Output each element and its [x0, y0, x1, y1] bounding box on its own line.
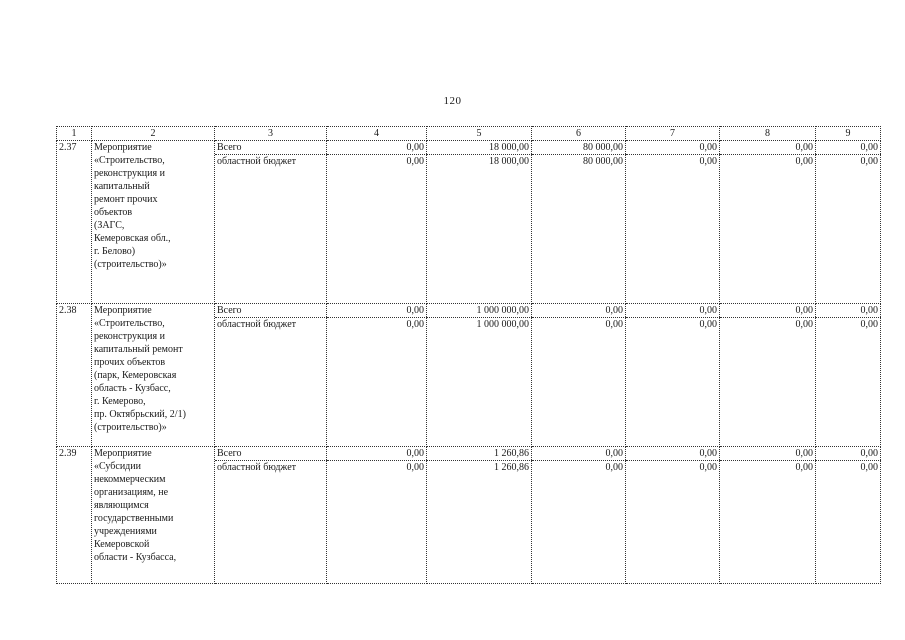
- value-cell: [816, 447, 881, 584]
- row-number: 2.37: [57, 141, 92, 304]
- value-total: 1 260,86: [427, 447, 532, 461]
- value-total: 0,00: [327, 447, 427, 461]
- activity-name-line: Мероприятие: [94, 142, 152, 153]
- value-cell: [427, 141, 532, 304]
- activity-name-line: (парк, Кемеровская: [94, 370, 177, 381]
- value-total: 0,00: [816, 141, 881, 155]
- header-cell: 6: [532, 127, 626, 141]
- activity-name-line: Мероприятие: [94, 305, 152, 316]
- activity-name-line: пр. Октябрьский, 2/1): [94, 409, 186, 420]
- activity-name-line: являющимся: [94, 500, 149, 511]
- source-regional-budget: областной бюджет: [217, 319, 297, 330]
- value-cell: [327, 447, 427, 584]
- value-regional-budget: 0,00: [406, 462, 424, 473]
- value-total: 0,00: [327, 304, 427, 318]
- value-regional-budget: 0,00: [795, 156, 813, 167]
- value-total: 0,00: [626, 141, 720, 155]
- value-total: 0,00: [532, 447, 626, 461]
- value-cell: [327, 141, 427, 304]
- value-total: 0,00: [327, 141, 427, 155]
- value-regional-budget: 0,00: [699, 156, 717, 167]
- activity-name-line: организациям, не: [94, 487, 169, 498]
- activity-name-line: некоммерческим: [94, 474, 166, 485]
- value-regional-budget: 1 000 000,00: [476, 319, 529, 330]
- activity-name-line: государственными: [94, 513, 174, 524]
- value-regional-budget: 80 000,00: [583, 156, 623, 167]
- activity-name-line: г. Кемерово,: [94, 396, 146, 407]
- value-total: 0,00: [720, 141, 816, 155]
- activity-name-line: учреждениями: [94, 526, 157, 537]
- value-total: 0,00: [532, 304, 626, 318]
- page-number: 120: [443, 95, 462, 107]
- value-regional-budget: 0,00: [795, 462, 813, 473]
- value-total: 0,00: [816, 447, 881, 461]
- value-total: 0,00: [720, 304, 816, 318]
- value-regional-budget: 0,00: [406, 319, 424, 330]
- value-total: 1 000 000,00: [427, 304, 532, 318]
- source-total: Всего: [215, 304, 327, 318]
- value-cell: [720, 447, 816, 584]
- value-regional-budget: 0,00: [795, 319, 813, 330]
- table-row: [57, 447, 881, 584]
- value-total: 0,00: [816, 304, 881, 318]
- header-cell: 1: [57, 127, 92, 141]
- activity-name-line: (строительство)»: [94, 422, 167, 433]
- activity-name-line: (строительство)»: [94, 259, 167, 270]
- value-regional-budget: 0,00: [860, 319, 878, 330]
- funding-source: [215, 304, 327, 447]
- value-cell: [626, 304, 720, 447]
- header-cell: 3: [215, 127, 327, 141]
- value-regional-budget: 0,00: [860, 156, 878, 167]
- header-cell: 7: [626, 127, 720, 141]
- activity-name-line: Кемеровская обл.,: [94, 233, 171, 244]
- value-cell: [816, 304, 881, 447]
- table-row: [57, 304, 881, 447]
- value-cell: [427, 304, 532, 447]
- value-cell: [720, 304, 816, 447]
- value-cell: [532, 447, 626, 584]
- value-cell: [532, 141, 626, 304]
- activity-name-line: область - Кузбасс,: [94, 383, 171, 394]
- value-regional-budget: 1 260,86: [494, 462, 529, 473]
- activity-name-line: Мероприятие: [94, 448, 152, 459]
- value-regional-budget: 0,00: [605, 319, 623, 330]
- funding-source: [215, 447, 327, 584]
- activity-name-line: капитальный: [94, 181, 150, 192]
- value-cell: [532, 304, 626, 447]
- activity-name: [92, 141, 215, 304]
- activity-name-line: капитальный ремонт: [94, 344, 183, 355]
- activity-name: [92, 447, 215, 584]
- value-cell: [626, 141, 720, 304]
- activity-name-line: «Строительство,: [94, 318, 165, 329]
- value-total: 0,00: [626, 304, 720, 318]
- activity-name-line: «Строительство,: [94, 155, 165, 166]
- value-cell: [626, 447, 720, 584]
- activity-name-line: прочих объектов: [94, 357, 166, 368]
- row-number: 2.39: [57, 447, 92, 584]
- activity-name-line: области - Кузбасса,: [94, 552, 177, 563]
- activity-name-line: реконструкция и: [94, 168, 165, 179]
- row-number: 2.38: [57, 304, 92, 447]
- table-row: [57, 141, 881, 304]
- activity-name-line: реконструкция и: [94, 331, 165, 342]
- value-total: 0,00: [626, 447, 720, 461]
- source-total: Всего: [215, 141, 327, 155]
- header-cell: 2: [92, 127, 215, 141]
- activity-name-line: объектов: [94, 207, 133, 218]
- value-total: 80 000,00: [532, 141, 626, 155]
- header-cell: 4: [327, 127, 427, 141]
- value-cell: [427, 447, 532, 584]
- header-cell: 8: [720, 127, 816, 141]
- value-total: 18 000,00: [427, 141, 532, 155]
- value-regional-budget: 18 000,00: [489, 156, 529, 167]
- value-cell: [327, 304, 427, 447]
- activity-name-line: ремонт прочих: [94, 194, 158, 205]
- header-cell: 5: [427, 127, 532, 141]
- value-regional-budget: 0,00: [699, 319, 717, 330]
- funding-source: [215, 141, 327, 304]
- value-cell: [816, 141, 881, 304]
- value-cell: [720, 141, 816, 304]
- activity-name-line: «Субсидии: [94, 461, 141, 472]
- value-total: 0,00: [720, 447, 816, 461]
- source-regional-budget: областной бюджет: [217, 462, 297, 473]
- source-regional-budget: областной бюджет: [217, 156, 297, 167]
- source-total: Всего: [215, 447, 327, 461]
- activity-name-line: (ЗАГС,: [94, 220, 125, 231]
- activity-name-line: Кемеровской: [94, 539, 150, 550]
- header-cell: 9: [816, 127, 881, 141]
- activity-name-line: г. Белово): [94, 246, 136, 257]
- value-regional-budget: 0,00: [605, 462, 623, 473]
- value-regional-budget: 0,00: [699, 462, 717, 473]
- value-regional-budget: 0,00: [406, 156, 424, 167]
- header-row: [57, 127, 881, 141]
- budget-table: [56, 126, 881, 584]
- activity-name: [92, 304, 215, 447]
- value-regional-budget: 0,00: [860, 462, 878, 473]
